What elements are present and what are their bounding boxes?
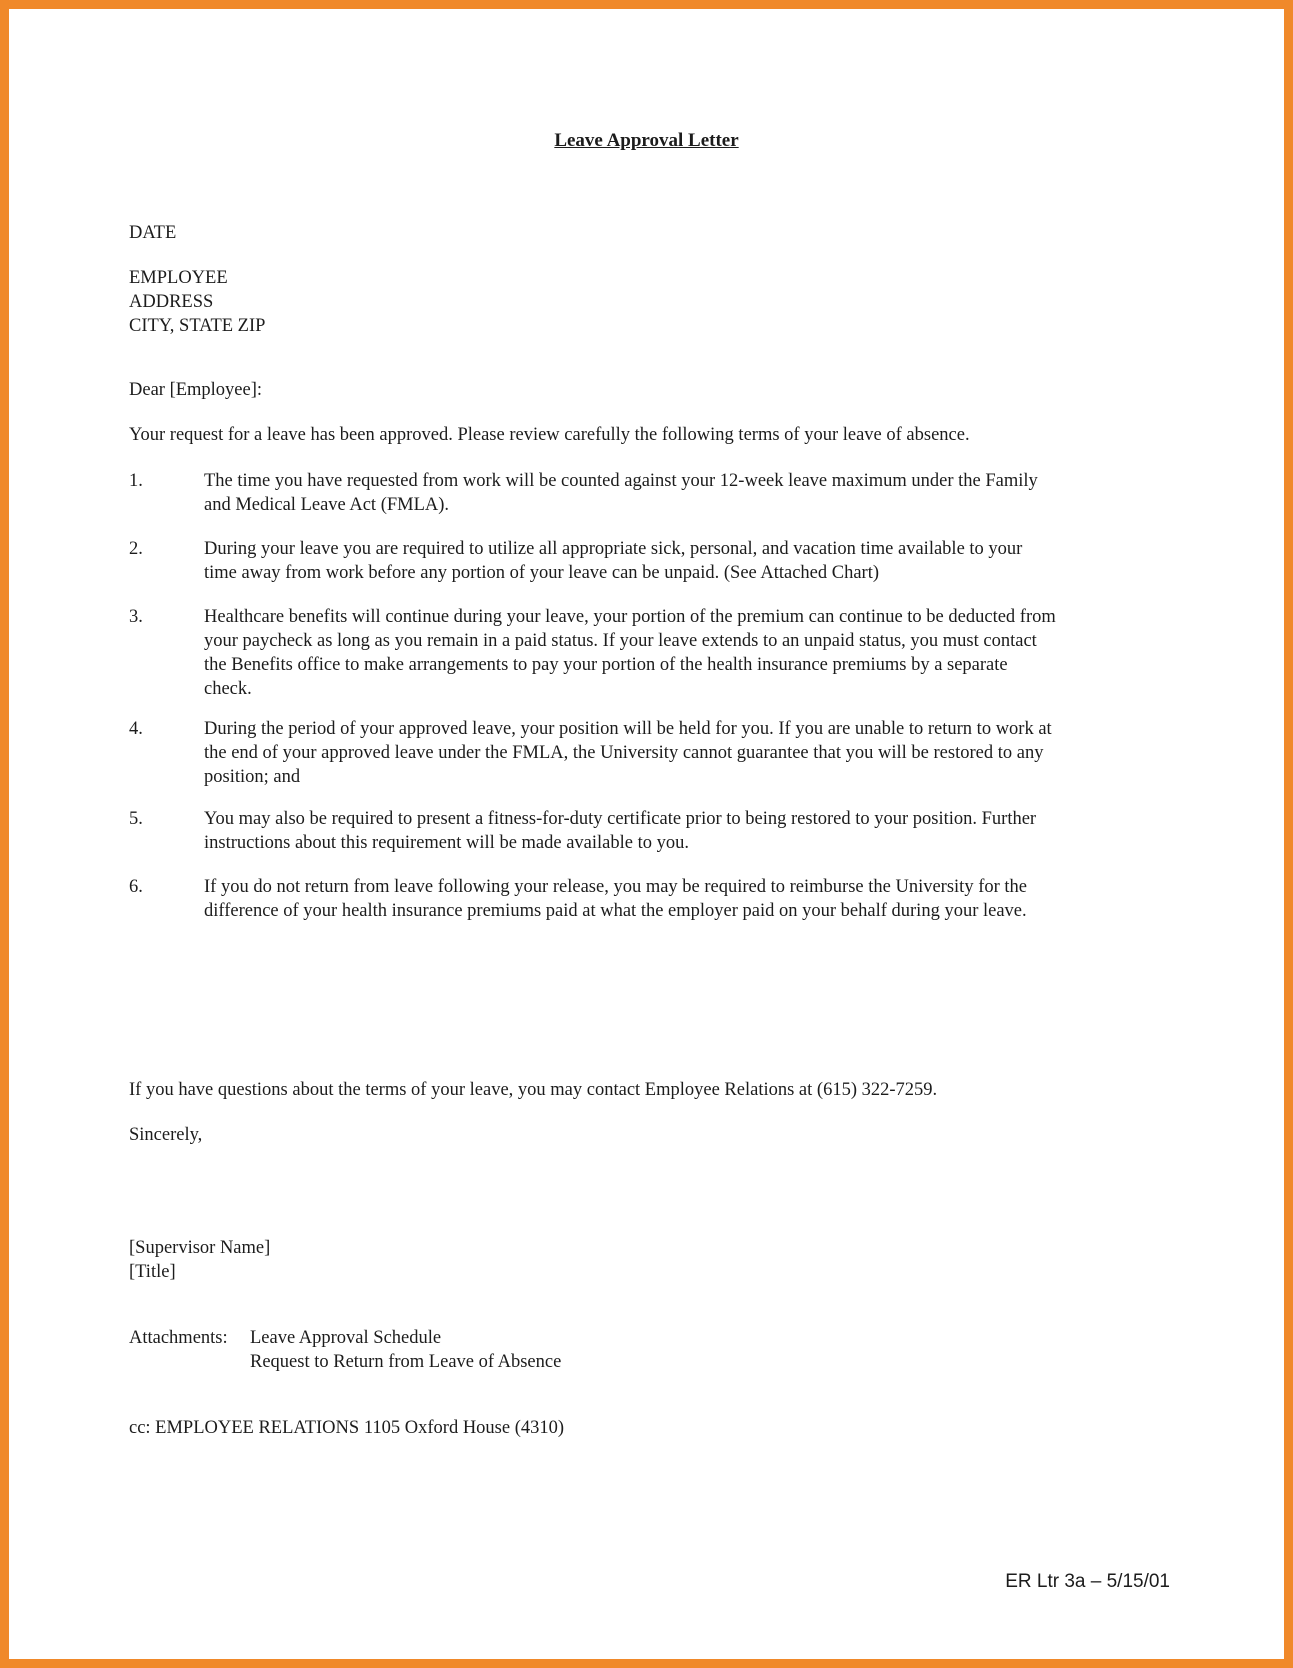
term-number: 6.	[129, 877, 143, 897]
recipient-address	[129, 266, 265, 338]
date-line: DATE	[129, 223, 177, 243]
term-line: During the period of your approved leave, your position will be held for you. If you are unable to return to work at	[204, 719, 1052, 739]
term-line: the end of your approved leave under the FMLA, the University cannot guarantee that you will be restored to any	[204, 743, 1044, 763]
term-line: instructions about this requirement will be made available to you.	[204, 833, 689, 853]
term-line: check.	[204, 679, 252, 699]
term-text	[204, 807, 1184, 855]
term-line: your paycheck as long as you remain in a paid status. If your leave extends to an unpaid status, you must contact	[204, 631, 1037, 651]
term-text	[204, 605, 1184, 701]
term-number: 5.	[129, 809, 143, 829]
term-text	[204, 875, 1184, 923]
term-line: During your leave you are required to utilize all appropriate sick, personal, and vacation time available to your	[204, 539, 1023, 559]
closing: Sincerely,	[129, 1125, 203, 1145]
cc-line: cc: EMPLOYEE RELATIONS 1105 Oxford House (4310)	[129, 1418, 565, 1438]
term-line: The time you have requested from work will be counted against your 12-week leave maximum under the Family	[204, 471, 1038, 491]
address-line: EMPLOYEE	[129, 268, 228, 288]
questions-paragraph: If you have questions about the terms of your leave, you may contact Employee Relations at (615) 322-7259.	[129, 1080, 938, 1100]
term-number: 4.	[129, 719, 143, 739]
term-line: You may also be required to present a fitness-for-duty certificate prior to being restored to your position. Further	[204, 809, 1037, 829]
attachments-label: Attachments:	[129, 1328, 228, 1348]
term-text	[204, 537, 1184, 585]
salutation: Dear [Employee]:	[129, 380, 263, 400]
term-line: difference of your health insurance premiums paid at what the employer paid on your behalf during your leave.	[204, 901, 1027, 921]
term-number: 3.	[129, 607, 143, 627]
form-code: ER Ltr 3a – 5/15/01	[1005, 1571, 1170, 1592]
address-line: ADDRESS	[129, 292, 214, 312]
attachment-item: Request to Return from Leave of Absence	[250, 1352, 562, 1372]
term-line: and Medical Leave Act (FMLA).	[204, 495, 450, 515]
term-line: time away from work before any portion of your leave can be unpaid. (See Attached Chart)	[204, 563, 880, 583]
term-number: 1.	[129, 471, 143, 491]
signature-block	[129, 1236, 270, 1284]
signature-name: [Supervisor Name]	[129, 1238, 271, 1258]
intro-paragraph: Your request for a leave has been approved. Please review carefully the following terms of your leave of absence.	[129, 425, 970, 445]
term-text	[204, 717, 1184, 789]
term-line: the Benefits office to make arrangements to pay your portion of the health insurance premiums by a separate	[204, 655, 1008, 675]
attachment-item: Leave Approval Schedule	[250, 1328, 442, 1348]
term-text	[204, 469, 1184, 517]
term-line: position; and	[204, 767, 301, 787]
address-line: CITY, STATE ZIP	[129, 316, 266, 336]
letter-title: Leave Approval Letter	[554, 130, 739, 151]
term-line: If you do not return from leave following your release, you may be required to reimburse the University for the	[204, 877, 1027, 897]
signature-title: [Title]	[129, 1262, 176, 1282]
term-line: Healthcare benefits will continue during your leave, your portion of the premium can continue to be deducted from	[204, 607, 1056, 627]
term-number: 2.	[129, 539, 143, 559]
